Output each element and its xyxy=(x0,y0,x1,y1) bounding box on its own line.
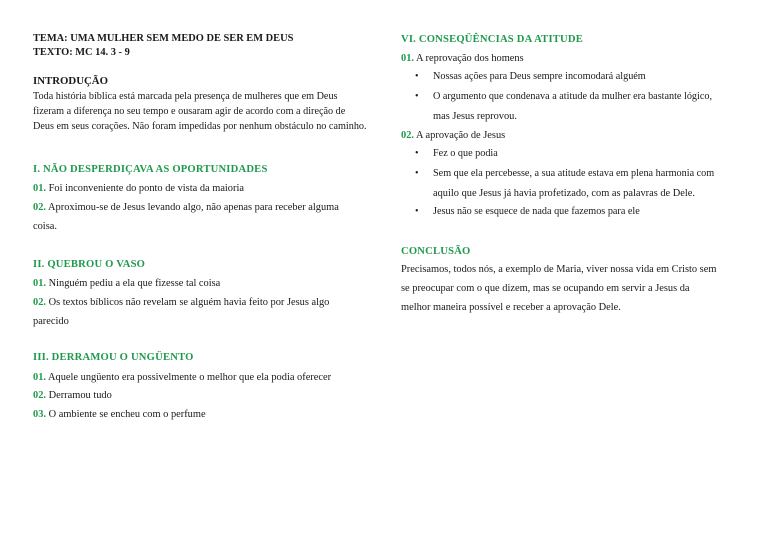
section1-heading: I. NÃO DESPERDIÇAVA AS OPORTUNIDADES xyxy=(33,164,268,175)
section1-item-continuation: coisa. xyxy=(33,221,57,232)
item-text: Foi inconveniente do ponto de vista da maioria xyxy=(48,183,244,194)
item-text: A reprovação dos homens xyxy=(416,53,524,64)
item-number: 02. xyxy=(33,297,46,308)
section3-item xyxy=(33,408,206,421)
conclusion-line: Precisamos, todos nós, a exemplo de Maria, viver nossa vida em Cristo sem xyxy=(401,264,717,275)
bullet-text: Nossas ações para Deus sempre incomodará alguém xyxy=(433,71,646,82)
bullet-text: O argumento que condenava a atitude da mulher era bastante lógico, xyxy=(433,91,713,102)
section3-heading: III. DERRAMOU O UNGÜENTO xyxy=(33,352,194,363)
section2-heading: II. QUEBROU O VASO xyxy=(33,259,146,270)
item-text: Aproximou-se de Jesus levando algo, não apenas para receber alguma xyxy=(48,202,339,213)
intro-paragraph: Toda história bíblica está marcada pela presença de mulheres que em Deus fizeram a diferença no seu tempo e ousaram agir de acordo com a direção de Deus em seus corações. Não foram impedidas por nenhum obstáculo no caminho. xyxy=(33,91,367,132)
conclusion-heading: CONCLUSÃO xyxy=(401,246,471,257)
section6-heading: VI. CONSEQÜÊNCIAS DA ATITUDE xyxy=(401,34,584,45)
section3-item xyxy=(33,389,112,402)
item-number: 02. xyxy=(33,390,46,401)
texto-reference: TEXTO: MC 14. 3 - 9 xyxy=(33,47,130,58)
section1-item xyxy=(33,182,244,195)
section3-item xyxy=(33,371,331,384)
conclusion-line: melhor maneira possível e receber a aprovação Dele. xyxy=(401,302,621,313)
section6-item xyxy=(401,52,524,65)
bullet-continuation: mas Jesus reprovou. xyxy=(433,111,517,122)
tema-title: TEMA: UMA MULHER SEM MEDO DE SER EM DEUS xyxy=(33,33,294,44)
item-number: 01. xyxy=(33,372,46,383)
item-text: O ambiente se encheu com o perfume xyxy=(48,409,206,420)
section2-item xyxy=(33,296,329,309)
item-number: 02. xyxy=(33,202,46,213)
item-text: Ninguém pediu a ela que fizesse tal coisa xyxy=(48,278,221,289)
conclusion-line: se preocupar com o que dizem, mas se ocupando em servir a Jesus da xyxy=(401,283,690,294)
item-number: 01. xyxy=(401,53,414,64)
intro-heading: INTRODUÇÃO xyxy=(33,75,108,87)
bullet-continuation: aquilo que Jesus já havia profetizado, com as palavras de Dele. xyxy=(433,188,695,199)
section2-item-continuation: parecido xyxy=(33,316,69,327)
item-text: Aquele ungüento era possivelmente o melhor que ela podia oferecer xyxy=(48,372,332,383)
item-text: A aprovação de Jesus xyxy=(416,130,506,141)
item-text: Derramou tudo xyxy=(48,390,112,401)
bullet-text: Jesus não se esquece de nada que fazemos para ele xyxy=(433,206,640,217)
item-number: 01. xyxy=(33,183,46,194)
section2-item xyxy=(33,277,220,290)
item-number: 01. xyxy=(33,278,46,289)
section1-item xyxy=(33,201,339,214)
section6-item xyxy=(401,129,505,142)
item-number: 02. xyxy=(401,130,414,141)
bullet-text: Fez o que podia xyxy=(433,148,498,159)
item-number: 03. xyxy=(33,409,46,420)
item-text: Os textos bíblicos não revelam se alguém havia feito por Jesus algo xyxy=(48,297,330,308)
bullet-text: Sem que ela percebesse, a sua atitude estava em plena harmonia com xyxy=(433,168,715,179)
